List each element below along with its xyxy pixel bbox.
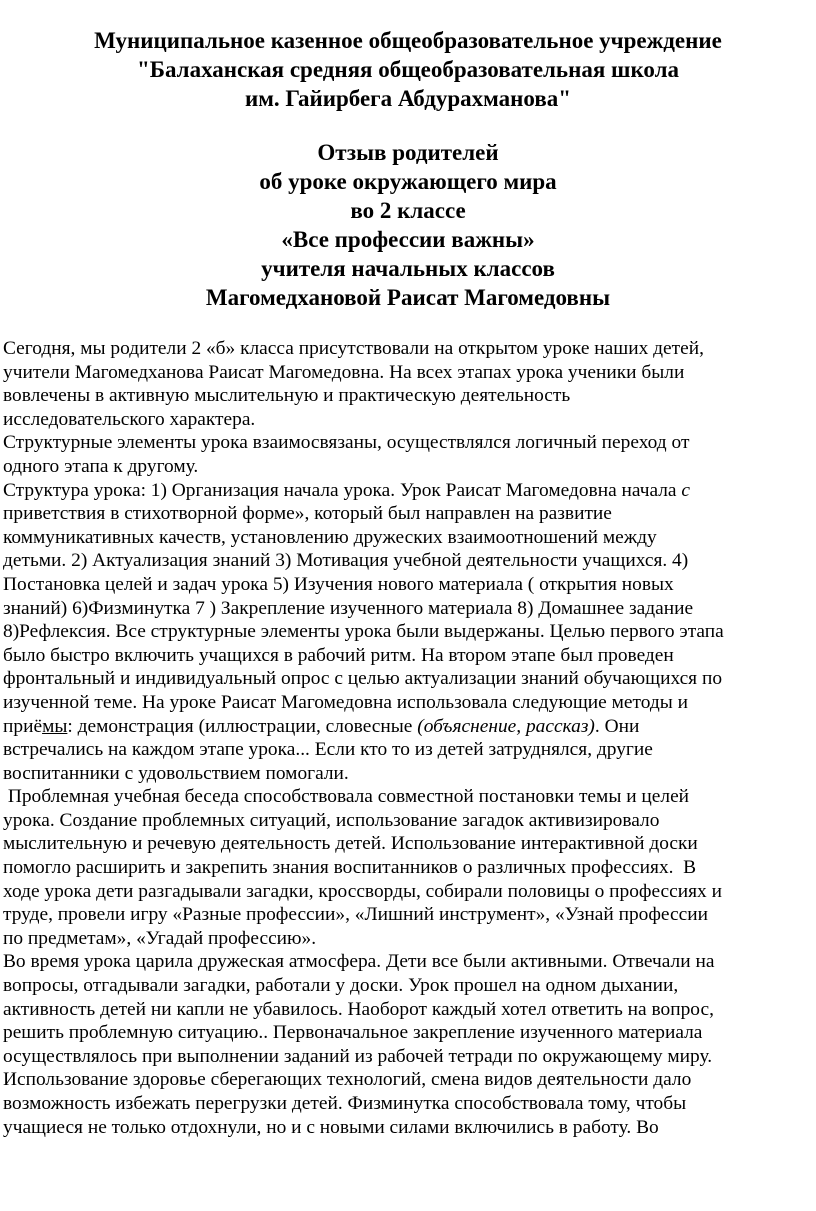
- body-line: учащиеся не только отдохнули, но и с новыми силами включились в работу. Во: [3, 1116, 659, 1138]
- body-line: знаний) 6)Физминутка 7 ) Закрепление изученного материала 8) Домашнее задание: [3, 597, 694, 619]
- institution-line: им. Гайирбега Абдурахманова": [244, 86, 572, 111]
- methods-underlined: мы: [42, 715, 68, 737]
- body-line-structure: [3, 479, 815, 503]
- title-line: «Все профессии важны»: [281, 227, 535, 252]
- body-line: 8)Рефлексия. Все структурные элементы урока были выдержаны. Целью первого этапа: [3, 621, 724, 643]
- body-line: по предметам», «Угадай профессию».: [3, 927, 317, 949]
- body-line-methods: [3, 715, 815, 739]
- body-line: встречались на каждом этапе урока... Если кто то из детей затруднялся, другие: [3, 739, 653, 761]
- body-line: вопросы, отгадывали загадки, работали у доски. Урок прошел на одном дыхании,: [3, 975, 679, 997]
- document-header: [0, 26, 816, 312]
- body-line: активность детей ни капли не убавилось. Наоборот каждый хотел ответить на вопрос,: [3, 998, 714, 1020]
- body-line: учители Магомедханова Раисат Магомедовна. На всех этапах урока ученики были: [3, 361, 685, 383]
- methods-end: . Они: [594, 715, 640, 737]
- body-line: ходе урока дети разгадывали загадки, кроссворды, собирали половицы о профессиях и: [3, 880, 722, 902]
- body-line: Структурные элементы урока взаимосвязаны, осуществлялся логичный переход от: [3, 432, 690, 454]
- body-line: воспитанники с удовольствием помогали.: [3, 762, 349, 784]
- body-line: Постановка целей и задач урока 5) Изучения нового материала ( открытия новых: [3, 573, 674, 595]
- body-line: фронтальный и индивидуальный опрос с целью актуализации знаний обучающихся по: [3, 668, 723, 690]
- body-line: решить проблемную ситуацию.. Первоначальное закрепление изученного материала: [3, 1022, 703, 1044]
- body-line: урока. Создание проблемных ситуаций, использование загадок активизировало: [3, 809, 660, 831]
- title-line: учителя начальных классов: [261, 256, 555, 281]
- body-line: вовлечены в активную мыслительную и практическую деятельность: [3, 385, 571, 407]
- body-line: исследовательского характера.: [3, 408, 256, 430]
- body-line: коммуникативных качеств, установлению дружеских взаимоотношений между: [3, 526, 657, 548]
- body-line: помогло расширить и закрепить знания воспитанников о различных профессиях. В: [3, 857, 697, 879]
- body-line: возможность избежать перегрузки детей. Физминутка способствовала тому, чтобы: [3, 1093, 687, 1114]
- review-body: [3, 337, 815, 1139]
- body-line: детьми. 2) Актуализация знаний 3) Мотивация учебной деятельности учащихся. 4): [3, 550, 689, 572]
- title-line: Магомедхановой Раисат Магомедовны: [205, 285, 611, 310]
- institution-line: Муниципальное казенное общеобразовательное учреждение: [94, 28, 722, 53]
- institution-line: "Балаханская средняя общеобразовательная школа: [136, 57, 680, 82]
- title-line: об уроке окружающего мира: [259, 169, 557, 194]
- body-line: одного этапа к другому.: [3, 455, 199, 477]
- methods-start: приё: [3, 715, 43, 737]
- body-line: было быстро включить учащихся в рабочий ритм. На втором этапе был проведен: [3, 644, 674, 666]
- methods-italic: (объяснение, рассказ): [417, 715, 595, 737]
- title-line: Отзыв родителей: [317, 140, 499, 165]
- body-line-text: Структура урока: 1) Организация начала урока. Урок Раисат Магомедовна начала: [3, 479, 677, 501]
- body-line: мыслительную и речевую деятельность детей. Использование интерактивной доски: [3, 833, 698, 855]
- methods-middle: : демонстрация (иллюстрации, словесные: [67, 715, 418, 737]
- body-line: Использование здоровье сберегающих технологий, смена видов деятельности дало: [3, 1069, 692, 1091]
- body-line: изученной теме. На уроке Раисат Магомедовна использовала следующие методы и: [3, 691, 688, 713]
- body-line-italic-tail: с: [681, 479, 691, 501]
- body-line: приветствия в стихотворной форме», который был направлен на развитие: [3, 503, 612, 525]
- body-line: Проблемная учебная беседа способствовала совместной постановки темы и целей: [3, 786, 690, 808]
- body-line: осуществлялось при выполнении заданий из рабочей тетради по окружающему миру.: [3, 1045, 713, 1067]
- body-line: труде, провели игру «Разные профессии», «Лишний инструмент», «Узнай профессии: [3, 904, 708, 926]
- body-line: Сегодня, мы родители 2 «б» класса присутствовали на открытом уроке наших детей,: [3, 338, 704, 359]
- header-gap: [0, 113, 816, 138]
- title-line: во 2 классе: [350, 198, 466, 223]
- body-line: Во время урока царила дружеская атмосфера. Дети все были активными. Отвечали на: [3, 951, 715, 973]
